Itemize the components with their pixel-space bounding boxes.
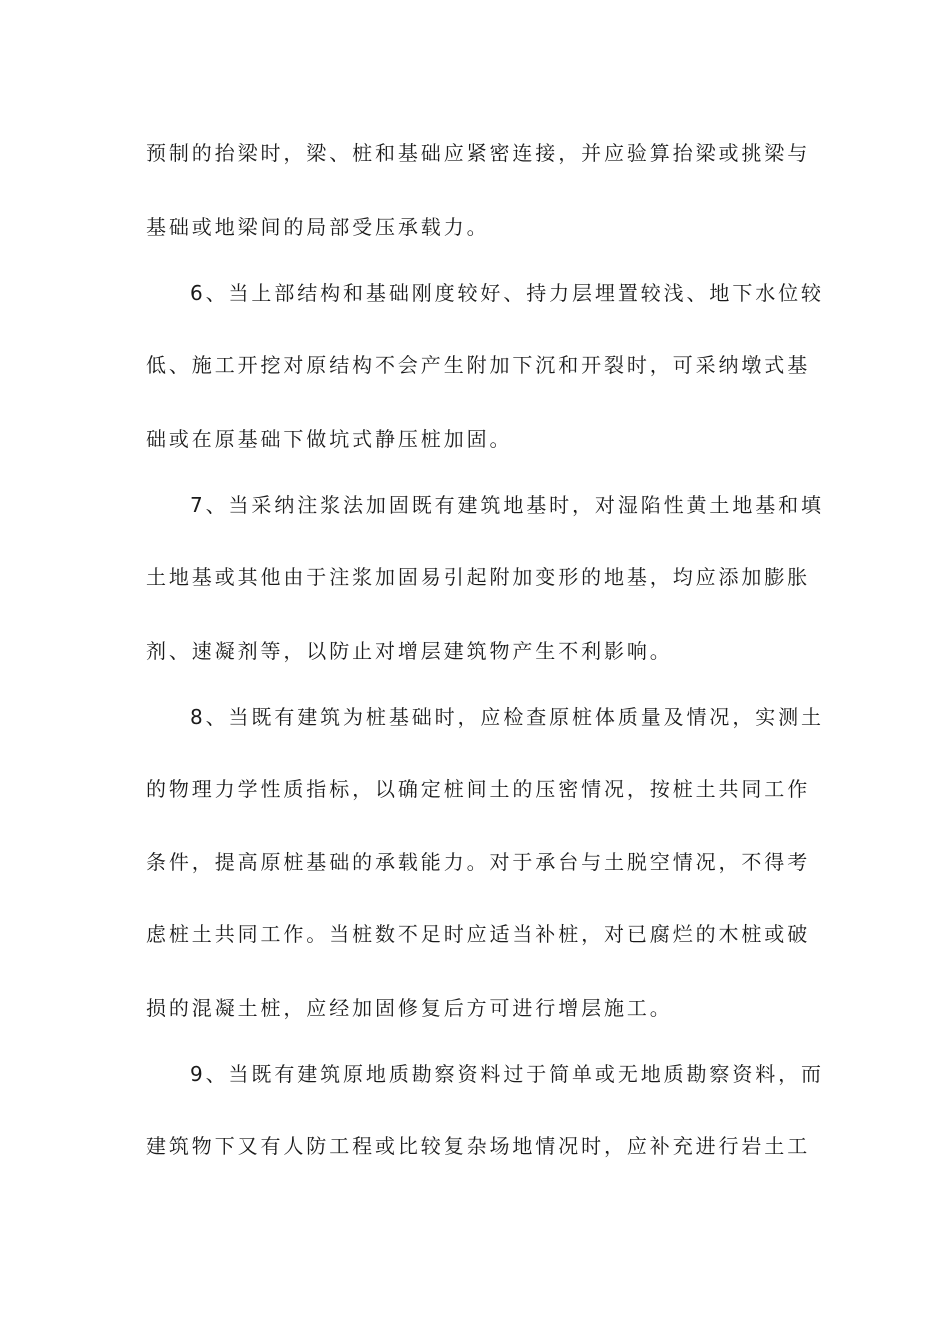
paragraph-line: 9、当既有建筑原地质勘察资料过于简单或无地质勘察资料，而 (190, 1062, 824, 1086)
text-line: 土地基或其他由于注浆加固易引起附加变形的地基，均应添加膨胀 (146, 565, 811, 589)
text-line: 虑桩土共同工作。当桩数不足时应适当补桩，对已腐烂的木桩或破 (146, 922, 811, 946)
text-line: 损的混凝土桩，应经加固修复后方可进行增层施工。 (146, 996, 673, 1020)
text-line: 建筑物下又有人防工程或比较复杂场地情况时，应补充进行岩土工 (146, 1134, 811, 1158)
text-line: 基础或地梁间的局部受压承载力。 (146, 215, 490, 239)
paragraph-line: 8、当既有建筑为桩基础时，应检查原桩体质量及情况，实测土 (190, 705, 824, 729)
text-line: 的物理力学性质指标，以确定桩间土的压密情况，按桩土共同工作 (146, 777, 811, 801)
text-line: 剂、速凝剂等，以防止对增层建筑物产生不利影响。 (146, 639, 673, 663)
text-line: 低、施工开挖对原结构不会产生附加下沉和开裂时，可采纳墩式基 (146, 353, 811, 377)
text-line: 预制的抬梁时，梁、桩和基础应紧密连接，并应验算抬梁或挑梁与 (146, 141, 811, 165)
text-line: 条件，提高原桩基础的承载能力。对于承台与土脱空情况，不得考 (146, 850, 811, 874)
text-line: 础或在原基础下做坑式静压桩加固。 (146, 427, 513, 451)
paragraph-line: 7、当采纳注浆法加固既有建筑地基时，对湿陷性黄土地基和填 (190, 493, 824, 517)
paragraph-line: 6、当上部结构和基础刚度较好、持力层埋置较浅、地下水位较 (190, 281, 824, 305)
